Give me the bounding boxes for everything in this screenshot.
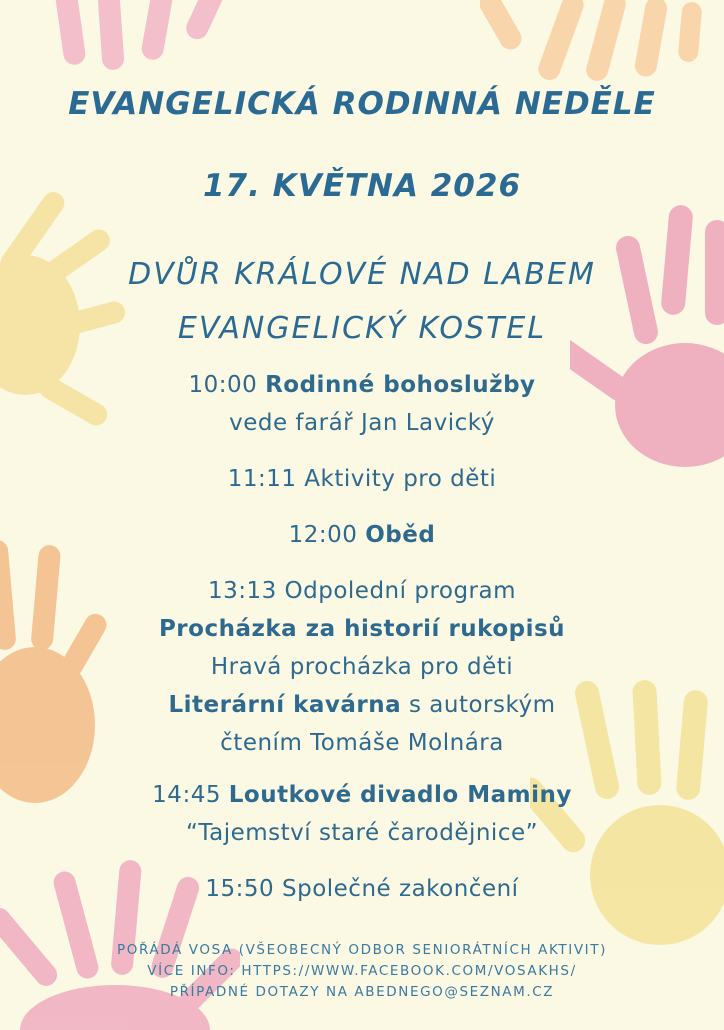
more-info-link[interactable]: VÍCE INFO: HTTPS://WWW.FACEBOOK.COM/VOSAKHS/: [147, 963, 577, 979]
program-note: s autorským: [401, 692, 556, 718]
program-title: Literární kavárna: [168, 692, 402, 718]
program-subitem-cafe: [0, 686, 724, 724]
program-title: Rodinné bohoslužby: [265, 372, 536, 398]
program-time: 10:00: [188, 372, 258, 398]
program-subitem-cafe-note: čtením Tomáše Molnára: [220, 730, 504, 756]
program-schedule: [0, 366, 724, 908]
program-title: Oběd: [365, 522, 436, 548]
program-time: 14:45: [152, 782, 221, 808]
program-title: Loutkové divadlo Maminy: [228, 782, 572, 808]
program-time: 12:00: [288, 522, 358, 548]
program-item-lunch: [0, 516, 724, 554]
organizer-line: POŘÁDÁ VOSA (VŠEOBECNÝ ODBOR SENIORÁTNÍCH AKTIVIT): [117, 942, 607, 958]
program-subitem-walk-title: [0, 610, 724, 648]
program-item-service: [0, 366, 724, 404]
program-item-afternoon: 13:13 Odpolední program: [207, 578, 517, 604]
contact-email[interactable]: PŘÍPADNÉ DOTAZY NA ABEDNEGO@SEZNAM.CZ: [169, 984, 555, 1000]
program-subitem-walk-note: Hravá procházka pro děti: [210, 654, 514, 680]
program-title: Procházka za historií rukopisů: [158, 616, 566, 642]
footer-info: [0, 940, 724, 1003]
program-item-activities: 11:11 Aktivity pro děti: [227, 466, 497, 492]
program-note: “Tajemství staré čarodějnice”: [185, 820, 539, 846]
program-note: vede farář Jan Lavický: [229, 410, 495, 436]
program-item-puppet-theatre: [0, 776, 724, 814]
location-venue: EVANGELICKÝ KOSTEL: [177, 311, 547, 346]
location-town: DVŮR KRÁLOVÉ NAD LABEM: [128, 257, 596, 292]
event-date: 17. KVĚTNA 2026: [202, 168, 522, 204]
event-title: EVANGELICKÁ RODINNÁ NEDĚLE: [68, 86, 656, 122]
handprint-pink-top-left-decoration: [40, 0, 280, 90]
event-location: [0, 248, 724, 356]
handprint-peach-top-right-decoration: [480, 0, 710, 92]
program-item-closing: 15:50 Společné zakončení: [205, 876, 519, 902]
